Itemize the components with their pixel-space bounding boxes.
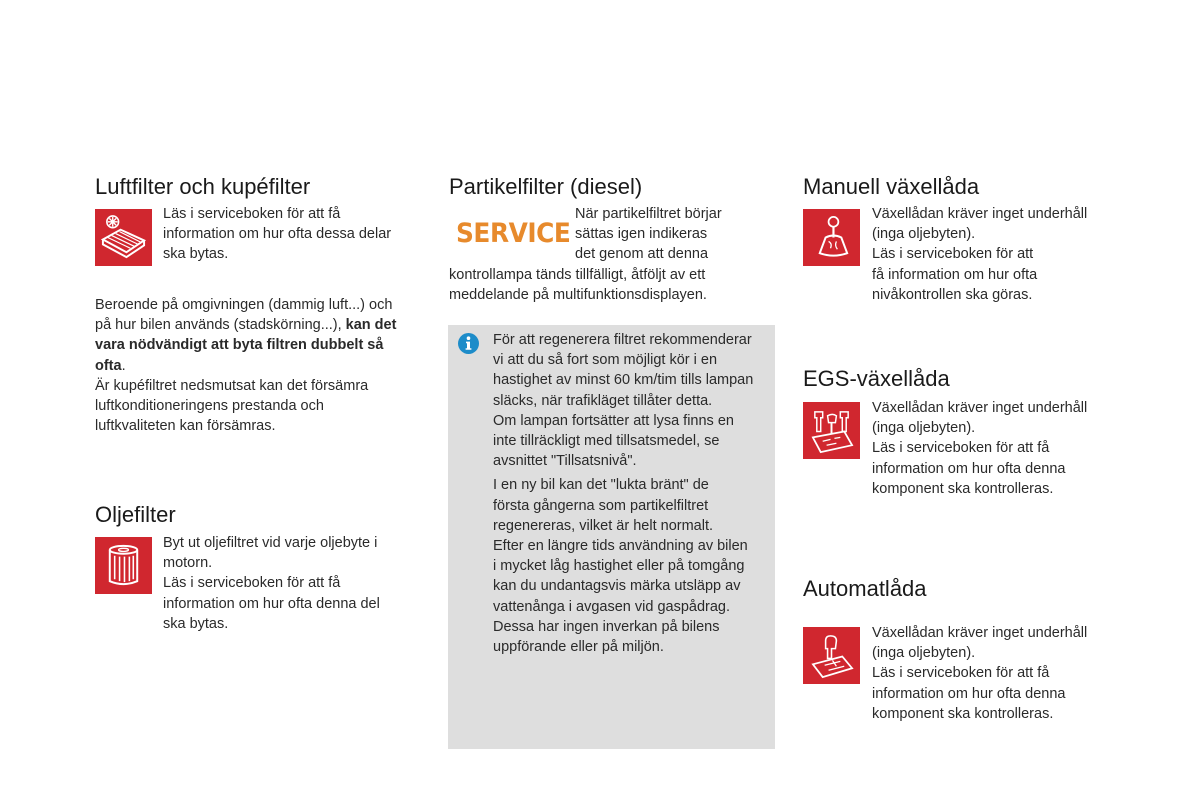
paragraph-bold-text: kan det bbox=[345, 317, 397, 334]
air-filter-icon bbox=[95, 209, 152, 266]
egs-heading: EGS-växellåda bbox=[803, 366, 950, 391]
info-line: Dessa har ingen inverkan på bilens bbox=[493, 618, 720, 635]
paragraph-line bbox=[95, 356, 396, 376]
paragraph-text: på hur bilen används (stadskörning...), bbox=[95, 317, 346, 334]
paragraph-bold-text: vara nödvändigt att byta filtren dubbelt så bbox=[95, 337, 384, 354]
info-text bbox=[493, 330, 753, 657]
luftfilter-heading: Luftfilter och kupéfilter bbox=[95, 174, 311, 199]
info-line: vi att du så fort som möjligt kör i en bbox=[493, 352, 718, 369]
manuell-text-line: (inga oljebyten). bbox=[872, 226, 976, 243]
manuell-text-line: Läs i serviceboken för att bbox=[872, 246, 1034, 263]
partikelfilter-heading: Partikelfilter (diesel) bbox=[449, 174, 643, 199]
paragraph-line: Är kupéfiltret nedsmutsat kan det försämra bbox=[95, 377, 369, 394]
info-line: Om lampan fortsätter att lysa finns en bbox=[493, 412, 734, 429]
info-line: släcks, när trafikläget tillåter detta. bbox=[493, 392, 713, 409]
luftfilter-text-line: Läs i serviceboken för att få bbox=[163, 206, 341, 222]
manuell-text-line: Växellådan kräver inget underhåll bbox=[872, 206, 1088, 222]
paragraph-line bbox=[95, 335, 396, 355]
manuell-heading: Manuell växellåda bbox=[803, 174, 980, 199]
luftfilter-paragraph bbox=[95, 295, 396, 436]
paragraph-line: luftkonditioneringens prestanda och bbox=[95, 398, 324, 415]
egs-gearbox-icon bbox=[803, 402, 860, 459]
luftfilter-text-line: ska bytas. bbox=[163, 246, 229, 263]
info-line: första gångerna som partikelfiltret bbox=[493, 497, 709, 514]
oljefilter-text-line: Byt ut oljefiltret vid varje oljebyte i bbox=[163, 535, 378, 551]
manuell-text-line: nivåkontrollen ska göras. bbox=[872, 286, 1033, 303]
manuell-text-line: få information om hur ofta bbox=[872, 266, 1038, 283]
egs-text-line: (inga oljebyten). bbox=[872, 420, 976, 437]
info-line: i mycket låg hastighet eller på tomgång bbox=[493, 558, 745, 575]
info-line: kan du undantagsvis märka utsläpp av bbox=[493, 578, 741, 595]
paragraph-line: Beroende på omgivningen (dammig luft...) och bbox=[95, 297, 393, 313]
oljefilter-text-line: ska bytas. bbox=[163, 615, 229, 632]
partikelfilter-intro-line: det genom att denna bbox=[575, 246, 709, 263]
oil-filter-icon bbox=[95, 537, 152, 594]
automat-text-line: komponent ska kontrolleras. bbox=[872, 705, 1054, 722]
partikelfilter-intro-line: kontrollampa tänds tillfälligt, åtföljt av ett bbox=[449, 267, 706, 283]
info-icon bbox=[458, 333, 479, 354]
egs-text-line: Läs i serviceboken för att få bbox=[872, 440, 1050, 457]
info-line: hastighet av minst 60 km/tim tills lampan bbox=[493, 372, 754, 389]
automat-text-line: (inga oljebyten). bbox=[872, 645, 976, 662]
paragraph-bold-text: ofta bbox=[95, 357, 122, 374]
info-line: uppförande eller på miljön. bbox=[493, 639, 664, 656]
automat-text-line: information om hur ofta denna bbox=[872, 685, 1066, 702]
automatic-gearbox-icon bbox=[803, 627, 860, 684]
info-line: vattenånga i avgasen vid gaspådrag. bbox=[493, 598, 731, 615]
automat-heading: Automatlåda bbox=[803, 576, 927, 601]
automat-text-line: Läs i serviceboken för att få bbox=[872, 665, 1050, 682]
partikelfilter-intro-line: meddelande på multifunktionsdisplayen. bbox=[449, 287, 707, 304]
oljefilter-text-line: information om hur ofta denna del bbox=[163, 595, 380, 612]
oljefilter-heading: Oljefilter bbox=[95, 502, 176, 527]
paragraph-line bbox=[95, 315, 396, 335]
service-warning-badge: SERVICE bbox=[456, 218, 571, 249]
info-line: För att regenerera filtret rekommenderar bbox=[493, 332, 752, 348]
info-line: inte tillräckligt med tillsatsmedel, se bbox=[493, 433, 720, 450]
oljefilter-text-line: motorn. bbox=[163, 555, 213, 572]
info-line: regenereras, vilket är helt normalt. bbox=[493, 517, 714, 534]
egs-text-line: komponent ska kontrolleras. bbox=[872, 480, 1054, 497]
partikelfilter-intro-line: När partikelfiltret börjar bbox=[575, 206, 722, 222]
info-line: Efter en längre tids användning av bilen bbox=[493, 538, 748, 555]
egs-text-line: information om hur ofta denna bbox=[872, 460, 1066, 477]
info-line: I en ny bil kan det "lukta bränt" de bbox=[493, 477, 709, 494]
manual-gearbox-icon bbox=[803, 209, 860, 266]
egs-text-line: Växellådan kräver inget underhåll bbox=[872, 400, 1088, 416]
luftfilter-text-line: information om hur ofta dessa delar bbox=[163, 226, 392, 243]
oljefilter-text-line: Läs i serviceboken för att få bbox=[163, 575, 341, 592]
paragraph-text: . bbox=[121, 357, 126, 374]
partikelfilter-intro-line: sättas igen indikeras bbox=[575, 226, 708, 243]
paragraph-line: luftkvaliteten kan försämras. bbox=[95, 418, 276, 435]
automat-text-line: Växellådan kräver inget underhåll bbox=[872, 625, 1088, 641]
info-line: avsnittet "Tillsatsnivå". bbox=[493, 453, 637, 470]
